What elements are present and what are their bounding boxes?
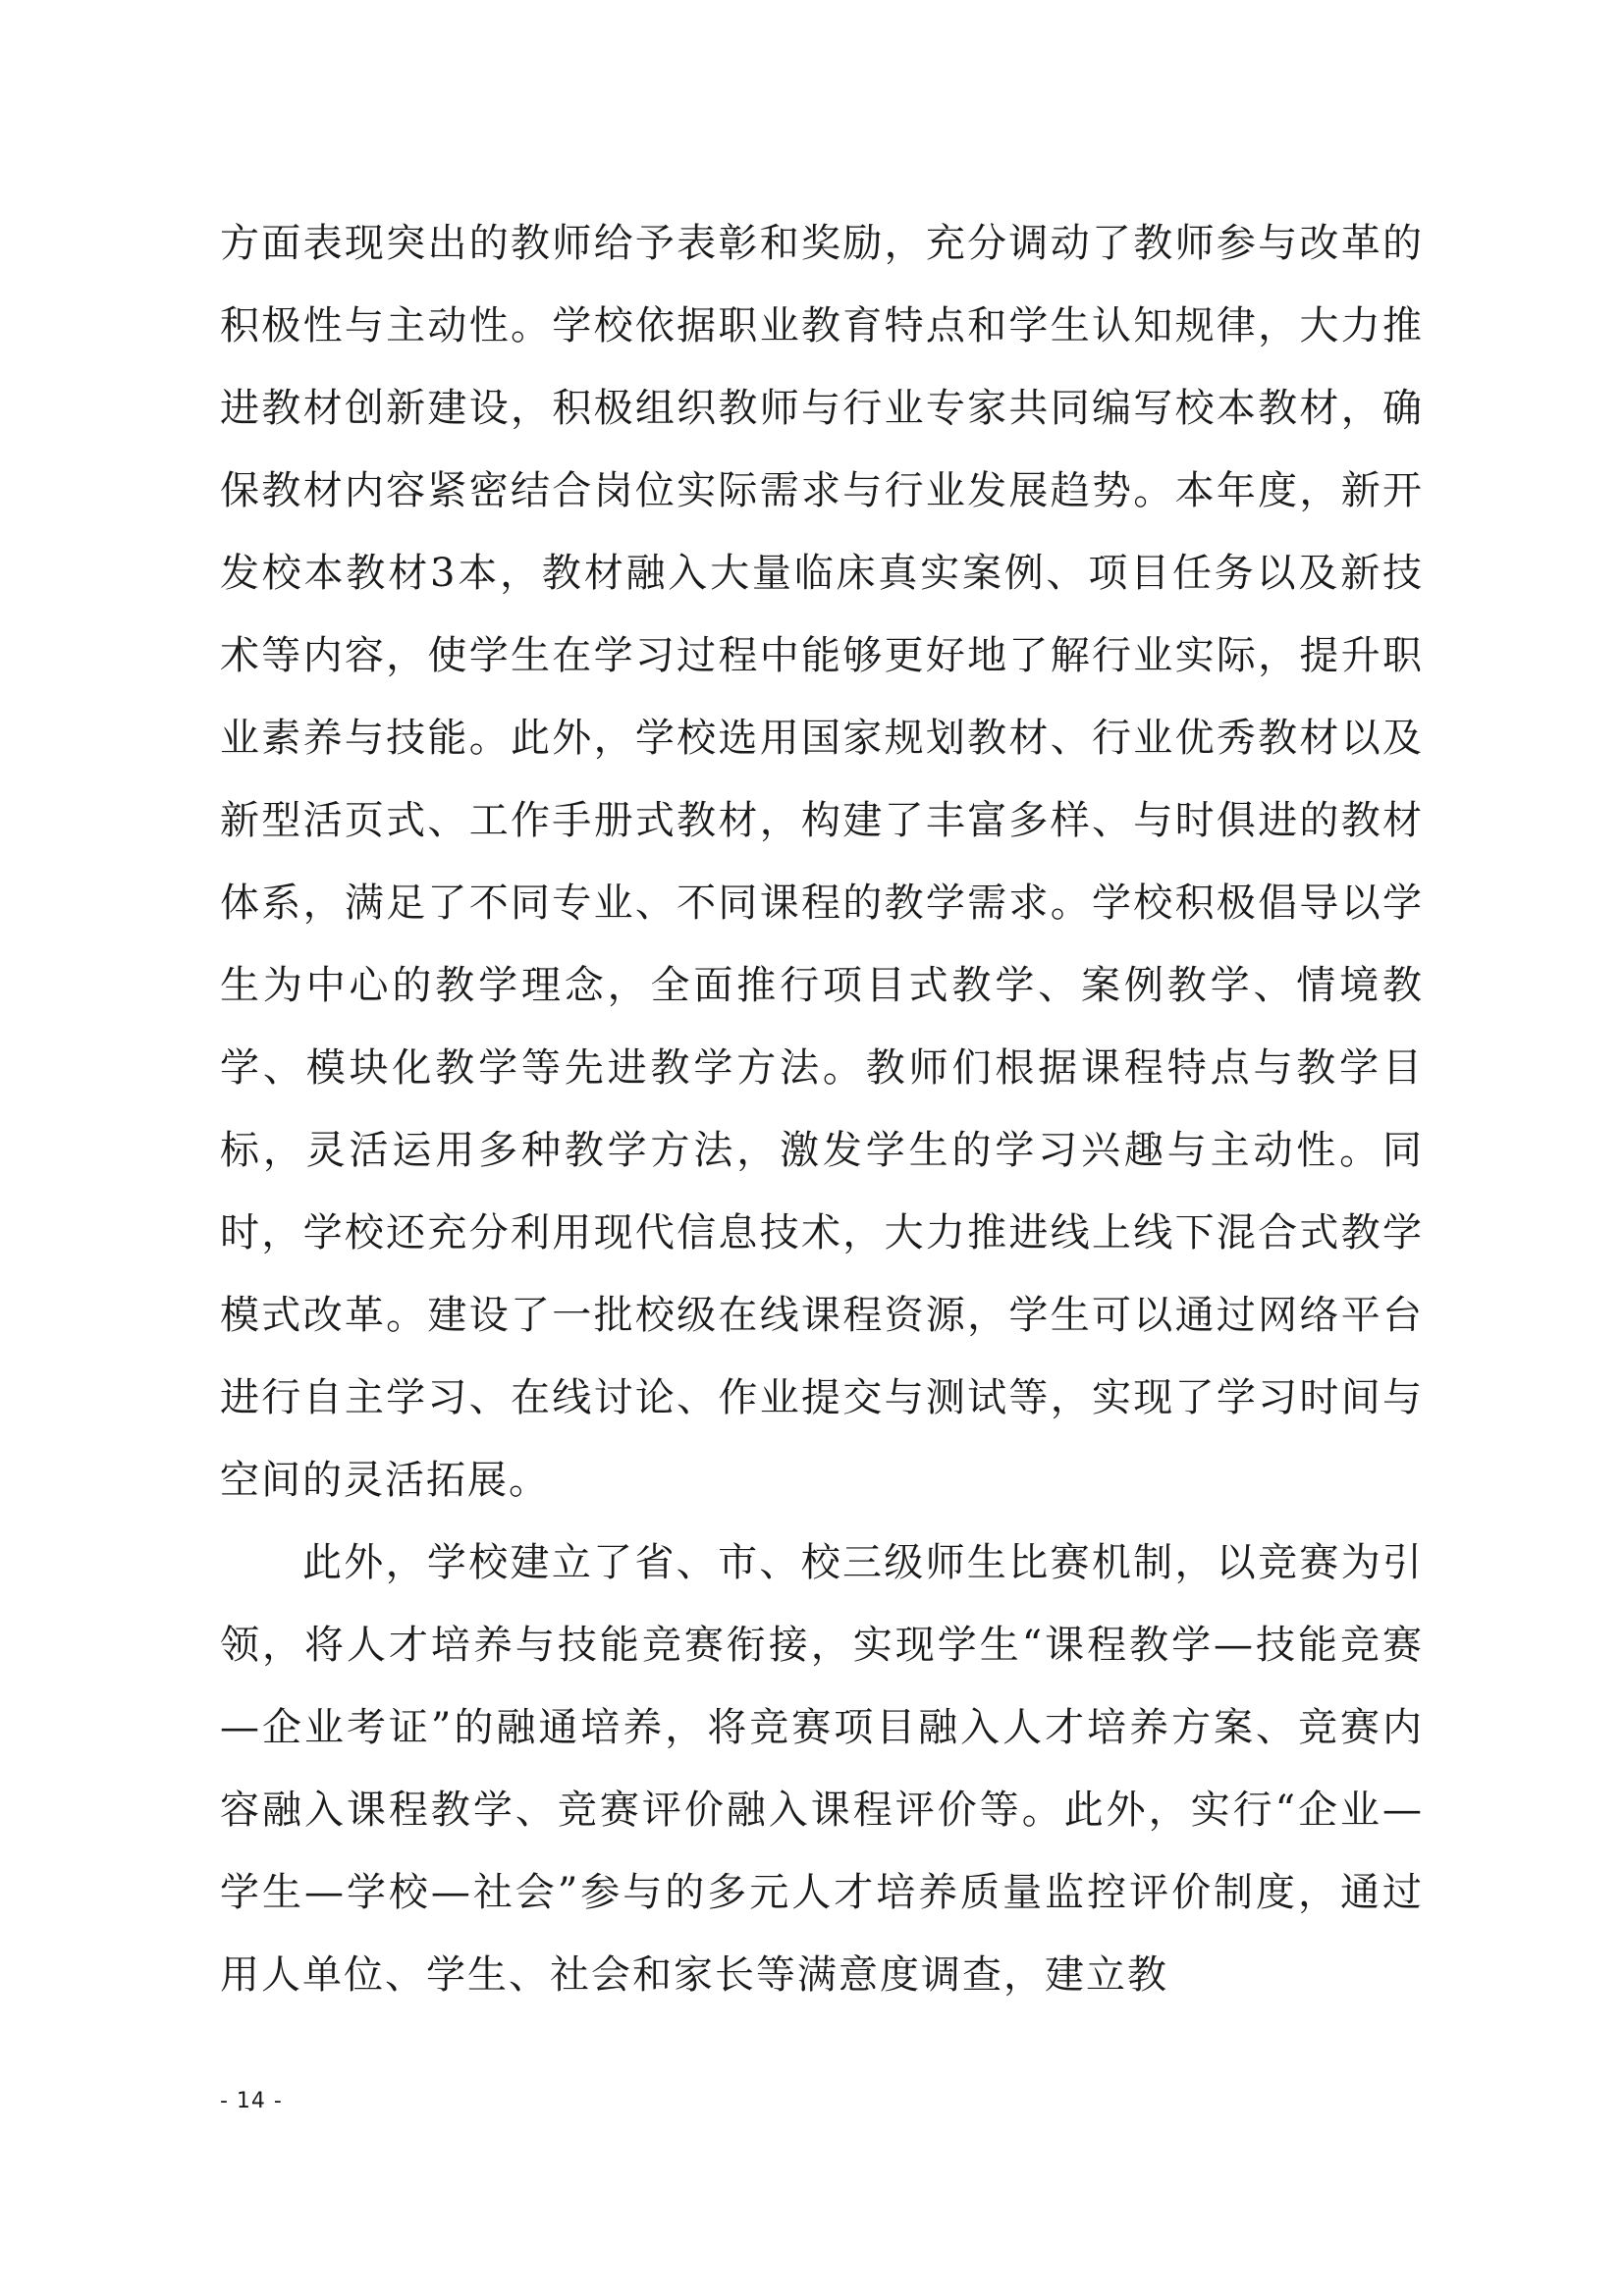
- paragraph-1: 方面表现突出的教师给予表彰和奖励，充分调动了教师参与改革的积极性与主动性。学校依据职业教育特点和学生认知规律，大力推进教材创新建设，积极组织教师与行业专家共同编写校本教材，确保教材内容紧密结合岗位实际需求与行业发展趋势。本年度，新开发校本教材3本，教材融入大量临床真实案例、项目任务以及新技术等内容，使学生在学习过程中能够更好地了解行业实际，提升职业素养与技能。此外，学校选用国家规划教材、行业优秀教材以及新型活页式、工作手册式教材，构建了丰富多样、与时俱进的教材体系，满足了不同专业、不同课程的教学需求。学校积极倡导以学生为中心的教学理念，全面推行项目式教学、案例教学、情境教学、模块化教学等先进教学方法。教师们根据课程特点与教学目标，灵活运用多种教学方法，激发学生的学习兴趣与主动性。同时，学校还充分利用现代信息技术，大力推进线上线下混合式教学模式改革。建设了一批校级在线课程资源，学生可以通过网络平台进行自主学习、在线讨论、作业提交与测试等，实现了学习时间与空间的灵活拓展。: [220, 221, 1424, 1503]
- body-text: [220, 202, 1424, 2016]
- page-number: - 14 -: [220, 2089, 283, 2113]
- paragraph-2: 此外，学校建立了省、市、校三级师生比赛机制，以竞赛为引领，将人才培养与技能竞赛衔接，实现学生“课程教学—技能竞赛—企业考证”的融通培养，将竞赛项目融入人才培养方案、竞赛内容融入课程教学、竞赛评价融入课程评价等。此外，实行“企业—学生—学校—社会”参与的多元人才培养质量监控评价制度，通过用人单位、学生、社会和家长等满意度调查，建立教: [220, 1540, 1424, 1998]
